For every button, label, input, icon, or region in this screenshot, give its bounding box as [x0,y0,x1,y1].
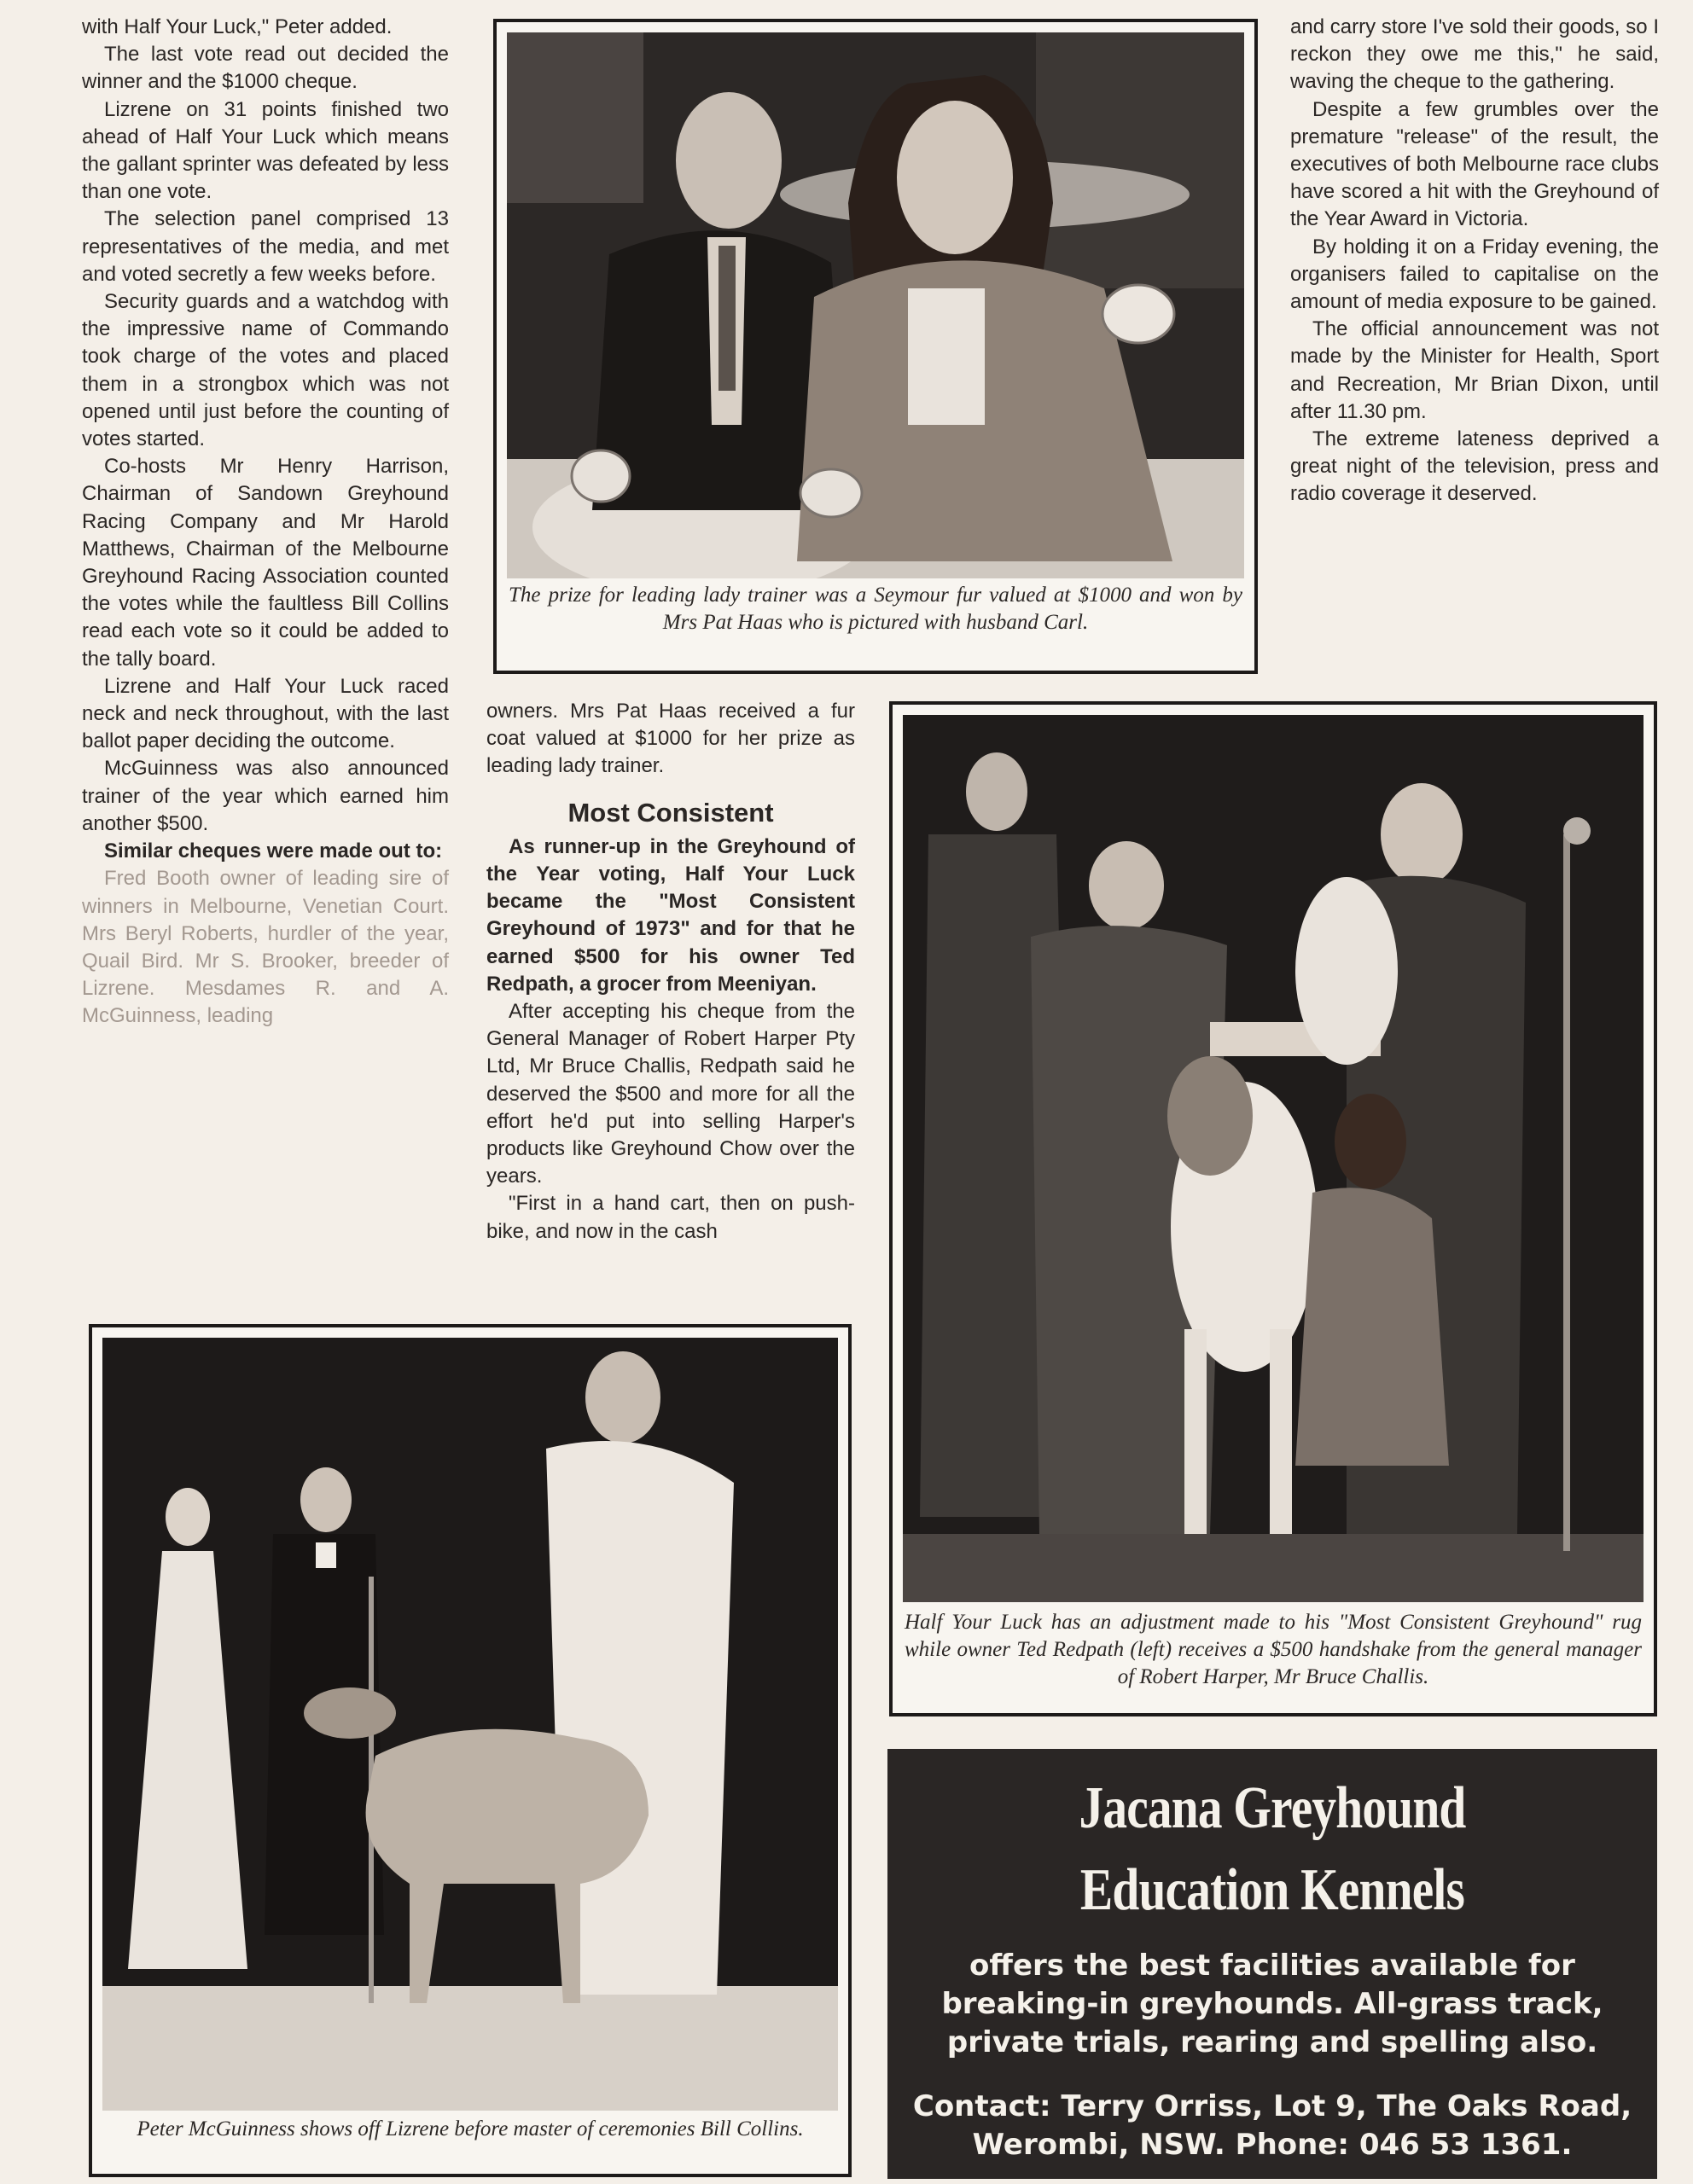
ad-offer-text: offers the best facilities available for breaking-in greyhounds. All-grass track, private trials, rearing and spelling also. [941,1949,1603,2059]
paragraph: Lizrene and Half Your Luck raced neck and neck throughout, with the last ballot paper deciding the outcome. [82,674,449,753]
photo-redpath-frame [889,701,1657,1716]
ad-title-line1: Jacana Greyhound [1079,1775,1466,1841]
paragraph: Lizrene on 31 points finished two ahead of Half Your Luck which means the gallant sprinter was defeated by less than one vote. [82,97,449,204]
paragraph: The extreme lateness deprived a great night of the television, press and radio coverage it deserved. [1290,427,1659,506]
photo-mcguinness-image [102,1338,838,2111]
photo-redpath [903,715,1644,1602]
middle-text-column [486,698,855,1246]
paragraph: and carry store I've sold their goods, so I reckon they owe me this," he said, waving the cheque to the gathering. [1290,15,1659,94]
paragraph: By holding it on a Friday evening, the organisers failed to capitalise on the amount of media exposure to be gained. [1290,235,1659,314]
paragraph: The selection panel comprised 13 representatives of the media, and met and voted secretly a few weeks before. [82,207,449,286]
photo-mcguinness-caption: Peter McGuinness shows off Lizrene before master of ceremonies Bill Collins. [137,2117,804,2140]
ad-contact-text: Contact: Terry Orriss, Lot 9, The Oaks Road, Werombi, NSW. Phone: 046 53 1361. [912,2089,1632,2162]
photo-haas-caption: The prize for leading lady trainer was a Seymour fur valued at $1000 and won by Mrs Pat Haas who is pictured with husband Carl. [509,584,1242,634]
paragraph: with Half Your Luck," Peter added. [82,15,393,38]
photo-redpath-image [903,715,1644,1602]
paragraph: "First in a hand cart, then on push-bike, and now in the cash [486,1192,855,1243]
photo-haas [507,32,1244,578]
paragraph: owners. Mrs Pat Haas received a fur coat valued at $1000 for her prize as leading lady trainer. [486,700,855,778]
paragraph: The official announcement was not made by the Minister for Health, Sport and Recreation, Mr Brian Dixon, until after 11.30 pm. [1290,317,1659,423]
left-text-column [82,14,449,1031]
jacana-kennels-advertisement [887,1749,1657,2179]
photo-haas-frame [493,19,1258,674]
photo-haas-image [507,32,1244,578]
paragraph: The last vote read out decided the winner and the $1000 cheque. [82,43,449,94]
paragraph: After accepting his cheque from the General Manager of Robert Harper Pty Ltd, Mr Bruce Challis, Redpath said he deserved the $500 and more for all the effort he'd put into selling Harper's products like Greyhound Chow over the years. [486,1000,855,1188]
ad-title-line2: Education Kennels [1079,1857,1465,1923]
paragraph: Security guards and a watchdog with the impressive name of Commando took charge of the votes and placed them in a strongbox which was not opened until just before the counting of votes started. [82,290,449,451]
photo-mcguinness-frame [89,1324,852,2177]
photo-redpath-caption: Half Your Luck has an adjustment made to his "Most Consistent Greyhound" rug while owner Ted Redpath (left) receives a $500 handshake from the general manager of Robert Harper, Mr Bruce Challis. [905,1611,1642,1688]
photo-mcguinness [102,1338,838,2111]
paragraph: McGuinness was also announced trainer of the year which earned him another $500. [82,757,449,835]
section-heading: Most Consistent [567,797,774,828]
paragraph: Co-hosts Mr Henry Harrison, Chairman of Sandown Greyhound Racing Company and Mr Harold Matthews, Chairman of the Melbourne Greyhound Racing Association counted the votes while the faultless Bill Collins read each vote so it could be added to the tally board. [82,455,449,671]
right-text-column [1290,14,1659,508]
paragraph-bold: Similar cheques were made out to: [104,839,443,863]
paragraph-bold: As runner-up in the Greyhound of the Year voting, Half Your Luck became the "Most Consistent Greyhound of 1973" and for that he earned $500 for his owner Ted Redpath, a grocer from Meeniyan. [486,834,855,996]
paragraph: Despite a few grumbles over the premature "release" of the result, the executives of both Melbourne race clubs have scored a hit with the Greyhound of the Year Award in Victoria. [1290,97,1659,231]
paragraph-faded: Fred Booth owner of leading sire of winners in Melbourne, Venetian Court. Mrs Beryl Roberts, hurdler of the year, Quail Bird. Mr S. Brooker, breeder of Lizrene. Mesdames R. and A. McGuinness, leading [82,867,449,1028]
